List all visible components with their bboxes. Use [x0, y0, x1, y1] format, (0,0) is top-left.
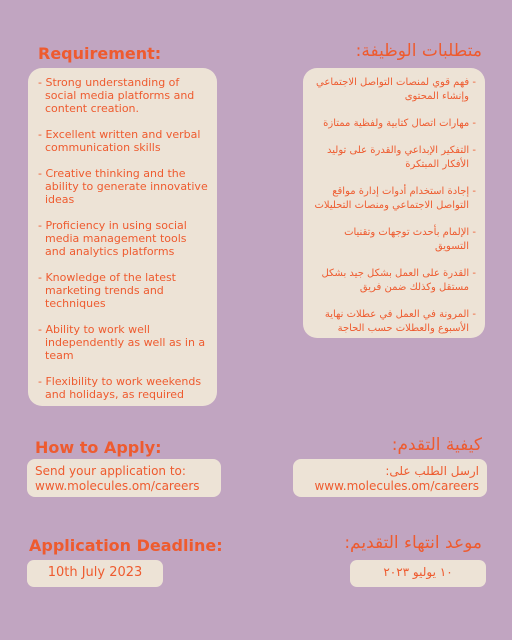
requirement-item: - Creative thinking and the ability to generate innovative ideas — [38, 167, 208, 206]
apply-instruction-ar: ارسل الطلب على: — [385, 464, 479, 478]
requirements-panel-en — [28, 68, 217, 406]
requirement-item: - Proficiency in using social media management tools and analytics platforms — [38, 219, 187, 258]
apply-box-en — [27, 459, 221, 497]
deadline-title-en: Application Deadline: — [29, 536, 223, 555]
requirement-item-ar: - مهارات اتصال كتابية ولفظية ممتازة — [323, 118, 476, 129]
requirement-item-ar: - القدرة على العمل بشكل جيد بشكل مستقل وكذلك ضمن فريق — [321, 268, 476, 293]
requirements-title-ar: متطلبات الوظيفة: — [355, 41, 482, 61]
requirements-title-en: Requirement: — [38, 44, 162, 63]
requirement-item: - Ability to work well independently as well as in a team — [38, 323, 206, 362]
requirement-item: - Flexibility to work weekends and holidays, as required — [38, 375, 202, 401]
requirements-panel-ar — [303, 68, 485, 338]
apply-box-ar — [293, 459, 487, 497]
requirements-list-en — [38, 76, 209, 401]
requirement-item-ar: - إجادة استخدام أدوات إدارة مواقع التواصل الاجتماعي ومنصات التحليلات — [314, 186, 476, 211]
apply-title-en: How to Apply: — [35, 438, 162, 457]
requirement-item-ar: - المرونة في العمل في عطلات نهاية الأسبوع والعطلات حسب الحاجة — [324, 309, 476, 334]
careers-link-en[interactable]: www.molecules.om/careers — [35, 479, 200, 493]
deadline-box-en — [27, 560, 163, 587]
requirement-item-ar: - فهم قوي لمنصات التواصل الاجتماعي وإنشاء المحتوى — [316, 77, 476, 102]
deadline-box-ar — [350, 560, 486, 587]
requirement-item: - Strong understanding of social media platforms and content creation. — [38, 76, 195, 115]
requirements-list-ar — [311, 76, 476, 336]
apply-instruction-en: Send your application to: — [35, 464, 186, 478]
deadline-date-ar: ١٠ يوليو ٢٠٢٣ — [383, 565, 453, 579]
deadline-date-en: 10th July 2023 — [47, 565, 143, 580]
requirement-item: - Knowledge of the latest marketing trends and techniques — [38, 271, 176, 310]
deadline-title-ar: موعد انتهاء التقديم: — [344, 533, 482, 553]
careers-link-ar[interactable]: www.molecules.om/careers — [314, 479, 479, 493]
requirement-item-ar: - الإلمام بأحدث توجهات وتقنيات التسويق — [344, 227, 476, 252]
requirement-item-ar: - التفكير الإبداعي والقدرة على توليد الأفكار المبتكرة — [327, 145, 476, 170]
requirement-item: - Excellent written and verbal communication skills — [38, 128, 201, 154]
apply-title-ar: كيفية التقدم: — [391, 435, 482, 455]
